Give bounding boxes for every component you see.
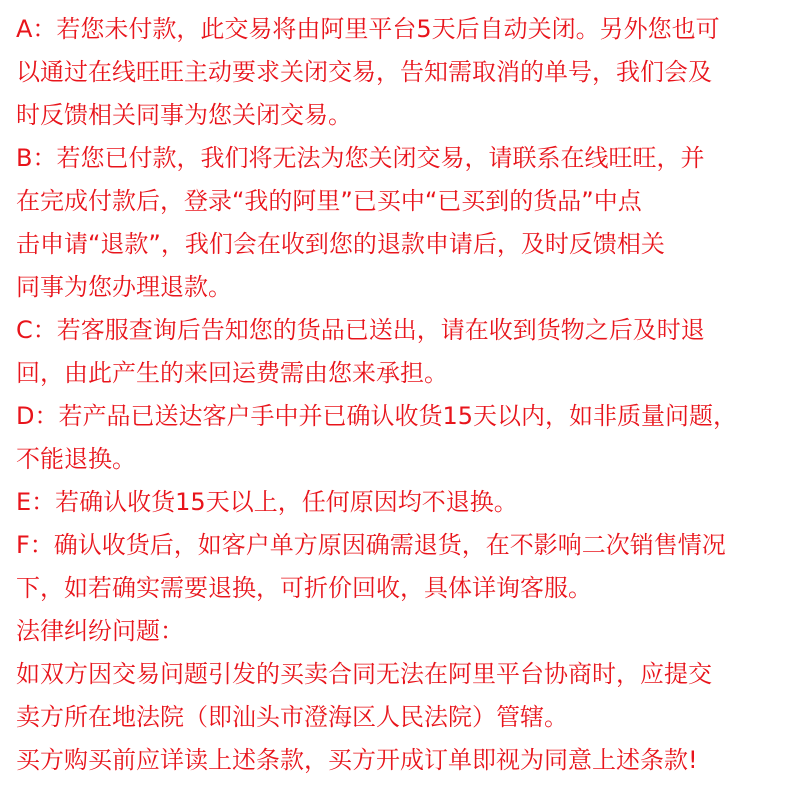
policy-line: 回，由此产生的来回运费需由您来承担。 <box>16 359 448 387</box>
policy-line: D：若产品已送达客户手中并已确认收货15天以内，如非质量问题， <box>16 402 738 430</box>
policy-line: 同事为您办理退款。 <box>16 273 232 301</box>
policy-line: F：确认收货后，如客户单方原因确需退货，在不影响二次销售情况 <box>16 531 726 559</box>
policy-line: 买方购买前应详读上述条款，买方开成订单即视为同意上述条款! <box>16 746 698 774</box>
policy-line: 法律纠纷问题： <box>16 617 184 645</box>
policy-line: 不能退换。 <box>16 445 136 473</box>
policy-line: A：若您未付款，此交易将由阿里平台5天后自动关闭。另外您也可 <box>16 15 720 43</box>
policy-line: 在完成付款后，登录“我的阿里”已买中“已买到的货品”中点 <box>16 187 642 215</box>
policy-line: 卖方所在地法院（即汕头市澄海区人民法院）管辖。 <box>16 703 568 731</box>
policy-line: 如双方因交易问题引发的买卖合同无法在阿里平台协商时，应提交 <box>16 660 712 688</box>
policy-line: C：若客服查询后告知您的货品已送出，请在收到货物之后及时退 <box>16 316 705 344</box>
policy-line: 以通过在线旺旺主动要求关闭交易，告知需取消的单号，我们会及 <box>16 58 712 86</box>
policy-line: E：若确认收货15天以上，任何原因均不退换。 <box>16 488 518 516</box>
policy-line: 下，如若确实需要退换，可折价回收，具体详询客服。 <box>16 574 592 602</box>
policy-line: B：若您已付款，我们将无法为您关闭交易，请联系在线旺旺，并 <box>16 144 705 172</box>
policy-line: 击申请“退款”，我们会在收到您的退款申请后，及时反馈相关 <box>16 230 665 258</box>
policy-line: 时反馈相关同事为您关闭交易。 <box>16 101 352 129</box>
